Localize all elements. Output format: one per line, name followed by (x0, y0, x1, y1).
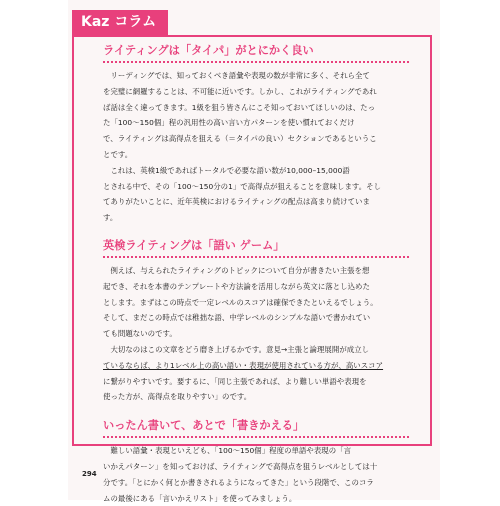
text-line: リーディングでは、知っておくべき語彙や表現の数が非常に多く、それら全て (103, 71, 370, 80)
text-line: とです。 (103, 149, 133, 159)
text-line: を完璧に網羅することは、不可能に近いです。しかし、これがライティングであれ (103, 86, 377, 96)
section-heading-3: いったん書いて、あとで「書きかえる」 (103, 417, 409, 438)
section-body-2 (103, 263, 409, 405)
text-line: とします。まずはこの時点で一定レベルのスコアは確保できたといえるでしょう。 (103, 297, 378, 307)
column-content (103, 42, 409, 506)
text-line: 大切なのはこの文章をどう磨き上げるかです。意見→主張と論理展開が成立し (103, 344, 370, 354)
text-line: ても問題ないのです。 (103, 329, 177, 339)
text-line: 分です。「とにかく何とか書きされるようになってきた」という段階で、このコラ (103, 477, 374, 487)
section-heading-2: 英検ライティングは「語い ゲーム」 (103, 237, 409, 258)
text-line: 使った方が、高得点を取りやすい」のです。 (103, 392, 252, 402)
section-body-1 (103, 68, 409, 226)
text-line: とされる中で、その「100～150分の1」で高得点が狙えることを意味します。そし (103, 181, 382, 191)
text-line: ムの最後にある「言いかえリスト」を使ってみましょう。 (103, 493, 297, 503)
page-number: 294 (82, 470, 97, 478)
text-line: てありがたいことに、近年英検におけるライティングの配点は高まり続けていま (103, 197, 370, 207)
text-line: これは、英検1級であればトータルで必要な語い数が10,000–15,000語 (103, 165, 350, 175)
text-line: いかえパターン」を知っておけば、ライティングで高得点を狙うレベルとしては十 (103, 461, 378, 471)
text-line: 難しい語彙・表現といえども、「100～150個」程度の単語や表現の「言 (103, 446, 352, 456)
text-line: 例えば、与えられたライティングのトピックについて自分が書きたい主張を想 (103, 265, 370, 275)
text-line: 起でき、それを本書のテンプレートや方法論を活用しながら英文に落とし込めた (103, 281, 370, 291)
text-line: た「100～150個」程の汎用性の高い言い方パターンを使い慣れておくだけ (103, 118, 355, 128)
section-heading-1: ライティングは「タイパ」がとにかく良い (103, 42, 409, 63)
text-line: す。 (103, 213, 118, 223)
column-tab: Kaz コラム (72, 10, 168, 35)
text-line: で、ライティングは高得点を狙える（＝タイパの良い）セクションであるというこ (103, 134, 377, 144)
text-line: ば話は全く違ってきます。1級を狙う皆さんにこそ知っておいてほしいのは、たっ (103, 102, 376, 112)
underlined-text-line: ているならば、より1レベル上の高い語い・表現が使用されている方が、高いスコア (103, 360, 384, 370)
section-body-3 (103, 443, 409, 506)
text-line: そして、まだこの時点では稚拙な語、中学レベルのシンプルな語いで書かれてい (103, 313, 371, 323)
text-line: に繋がりやすいです。要するに、「同じ主張であれば、より難しい単語や表現を (103, 376, 367, 386)
